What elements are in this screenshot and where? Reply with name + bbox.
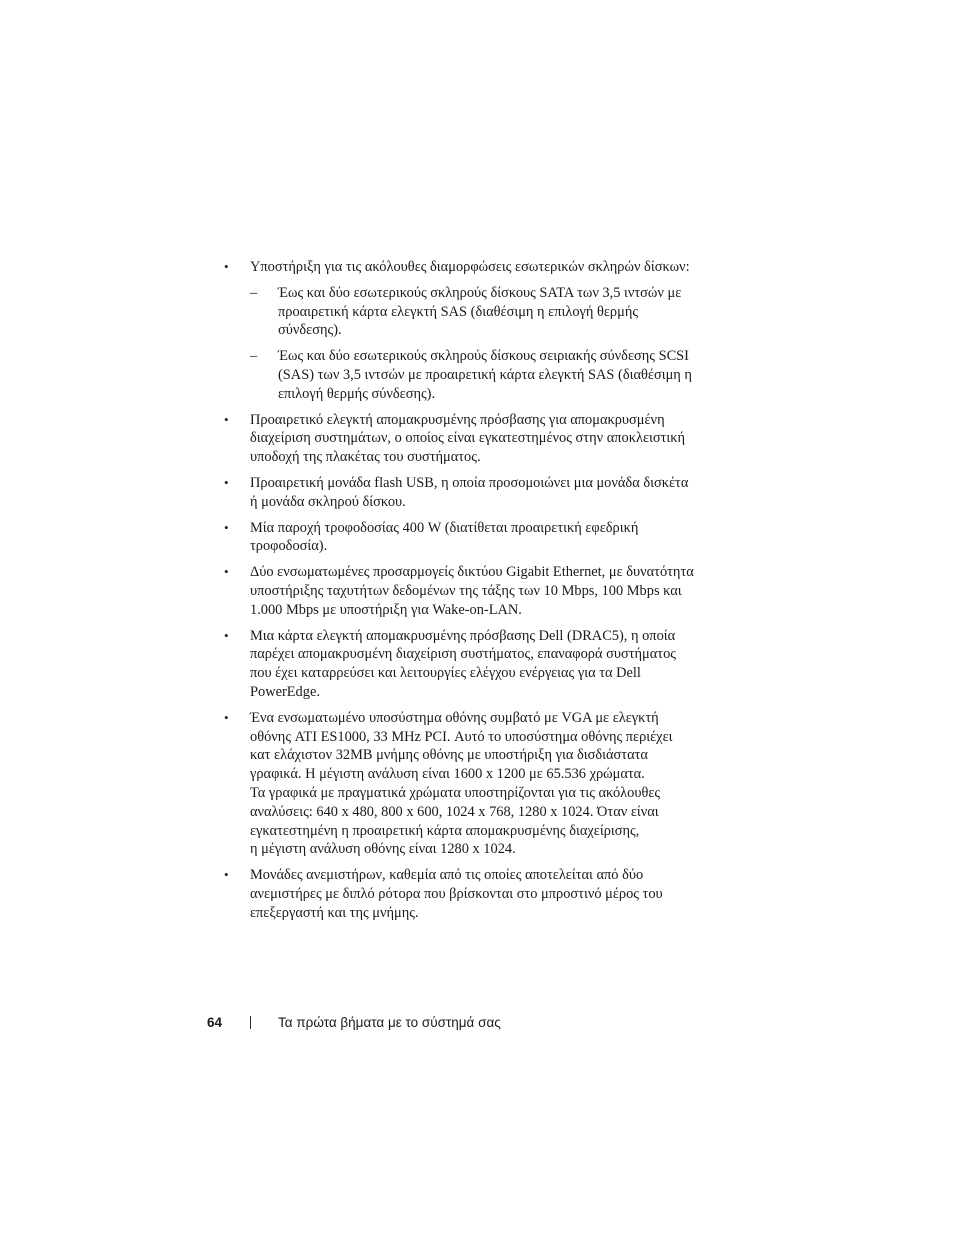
bullet-icon: • (224, 519, 229, 535)
bullet-text-line: τροφοδοσία). (250, 538, 328, 555)
bullet-icon: • (224, 627, 229, 643)
bullet-item (224, 709, 724, 859)
bullet-text-line: Προαιρετικό ελεγκτή απομακρυσμένης πρόσβασης για απομακρυσμένη (250, 411, 665, 428)
bullet-icon: • (224, 474, 229, 490)
bullet-text-line: που έχει καταρρεύσει και λειτουργίες ελέγχου ενέργειας για τα Dell (250, 665, 641, 682)
bullet-item (224, 411, 724, 467)
sub-bullet-text-line: (SAS) των 3,5 ιντσών με προαιρετική κάρτα ελεγκτή SAS (διαθέσιμη η (278, 366, 692, 383)
bullet-text-line: γραφικά. Η μέγιστη ανάλυση είναι 1600 x 1200 με 65.536 χρώματα. (250, 766, 645, 783)
sub-bullet-text-line: σύνδεσης). (278, 322, 342, 339)
footer-separator (250, 1016, 251, 1029)
bullet-text-line: Μια κάρτα ελεγκτή απομακρυσμένης πρόσβασης Dell (DRAC5), η οποία (250, 627, 676, 644)
sub-bullet-text-line: Έως και δύο εσωτερικούς σκληρούς δίσκους σειριακής σύνδεσης SCSI (278, 348, 689, 365)
dash-icon: – (250, 284, 258, 301)
bullet-item (224, 258, 724, 277)
bullet-text-line: Προαιρετική μονάδα flash USB, η οποία προσομοιώνει μια μονάδα δισκέτα (250, 474, 689, 491)
bullet-item (224, 474, 724, 512)
bullet-text-line: ή μονάδα σκληρού δίσκου. (250, 493, 406, 510)
bullet-text-line: οθόνης ATI ES1000, 33 MHz PCI. Αυτό το υποσύστημα οθόνης περιέχει (250, 728, 673, 745)
page-number: 64 (207, 1015, 223, 1030)
dash-icon: – (250, 348, 258, 365)
bullet-icon: • (224, 259, 229, 274)
chapter-title: Τα πρώτα βήματα με το σύστημά σας (278, 1015, 501, 1030)
sub-bullet-text-line: προαιρετική κάρτα ελεγκτή SAS (διαθέσιμη η επιλογή θερμής (278, 303, 639, 320)
bullet-text-line: αναλύσεις: 640 x 480, 800 x 600, 1024 x 768, 1280 x 1024. Όταν είναι (250, 803, 659, 820)
bullet-item (224, 519, 724, 557)
bullet-text-line: παρέχει απομακρυσμένη διαχείριση συστήματος, επαναφορά συστήματος (250, 646, 676, 663)
bullet-text-line: επεξεργαστή και της μνήμης. (250, 904, 419, 921)
bullet-text-line: Ένα ενσωματωμένο υποσύστημα οθόνης συμβατό με VGA με ελεγκτή (250, 709, 659, 726)
bullet-text-line: η μέγιστη ανάλυση οθόνης είναι 1280 x 1024. (250, 841, 516, 858)
bullet-text-line: εγκατεστημένη η προαιρετική κάρτα απομακρυσμένης διαχείρισης, (250, 822, 640, 839)
sub-bullet-text-line: Έως και δύο εσωτερικούς σκληρούς δίσκους SATA των 3,5 ιντσών με (278, 284, 682, 301)
bullet-item (224, 563, 724, 619)
bullet-icon: • (224, 564, 229, 580)
bullet-icon: • (224, 411, 229, 427)
bullet-item (224, 866, 724, 922)
bullet-text-line: Δύο ενσωματωμένες προσαρμογείς δικτύου Gigabit Ethernet, με δυνατότητα (250, 564, 694, 581)
bullet-icon: • (224, 867, 229, 883)
bullet-text-line: κατ ελάχιστον 32MB μνήμης οθόνης με υποστήριξη για δισδιάστατα (250, 747, 648, 764)
bullet-text-line: Υποστήριξη για τις ακόλουθες διαμορφώσεις εσωτερικών σκληρών δίσκων: (250, 259, 690, 275)
bullet-text-line: Τα γραφικά με πραγματικά χρώματα υποστηρίζονται για τις ακόλουθες (250, 784, 661, 801)
bullet-text-line: PowerEdge. (250, 683, 320, 700)
page-footer (207, 1015, 501, 1030)
sub-bullet-item (224, 284, 724, 340)
bullet-item (224, 627, 724, 702)
bullet-text-line: Μία παροχή τροφοδοσίας 400 W (διατίθεται προαιρετική εφεδρική (250, 519, 639, 536)
sub-bullet-text-line: επιλογή θερμής σύνδεσης). (278, 385, 436, 402)
bullet-text-line: 1.000 Mbps με υποστήριξη για Wake-on-LAN. (250, 601, 522, 618)
bullet-icon: • (224, 709, 229, 725)
sub-bullet-item (224, 347, 724, 403)
bullet-text-line: υποδοχή της πλακέτας του συστήματος. (250, 449, 481, 466)
document-body (224, 258, 724, 930)
bullet-text-line: διαχείριση συστημάτων, ο οποίος είναι εγκατεστημένος στην αποκλειστική (250, 430, 686, 447)
bullet-text-line: υποστήριξης ταχυτήτων δεδομένων της τάξης των 10 Mbps, 100 Mbps και (250, 582, 682, 599)
bullet-text-line: Μονάδες ανεμιστήρων, καθεμία από τις οποίες αποτελείται από δύο (250, 867, 644, 884)
bullet-text-line: ανεμιστήρες με διπλό ρότορα που βρίσκονται στο μπροστινό μέρος του (250, 885, 663, 902)
